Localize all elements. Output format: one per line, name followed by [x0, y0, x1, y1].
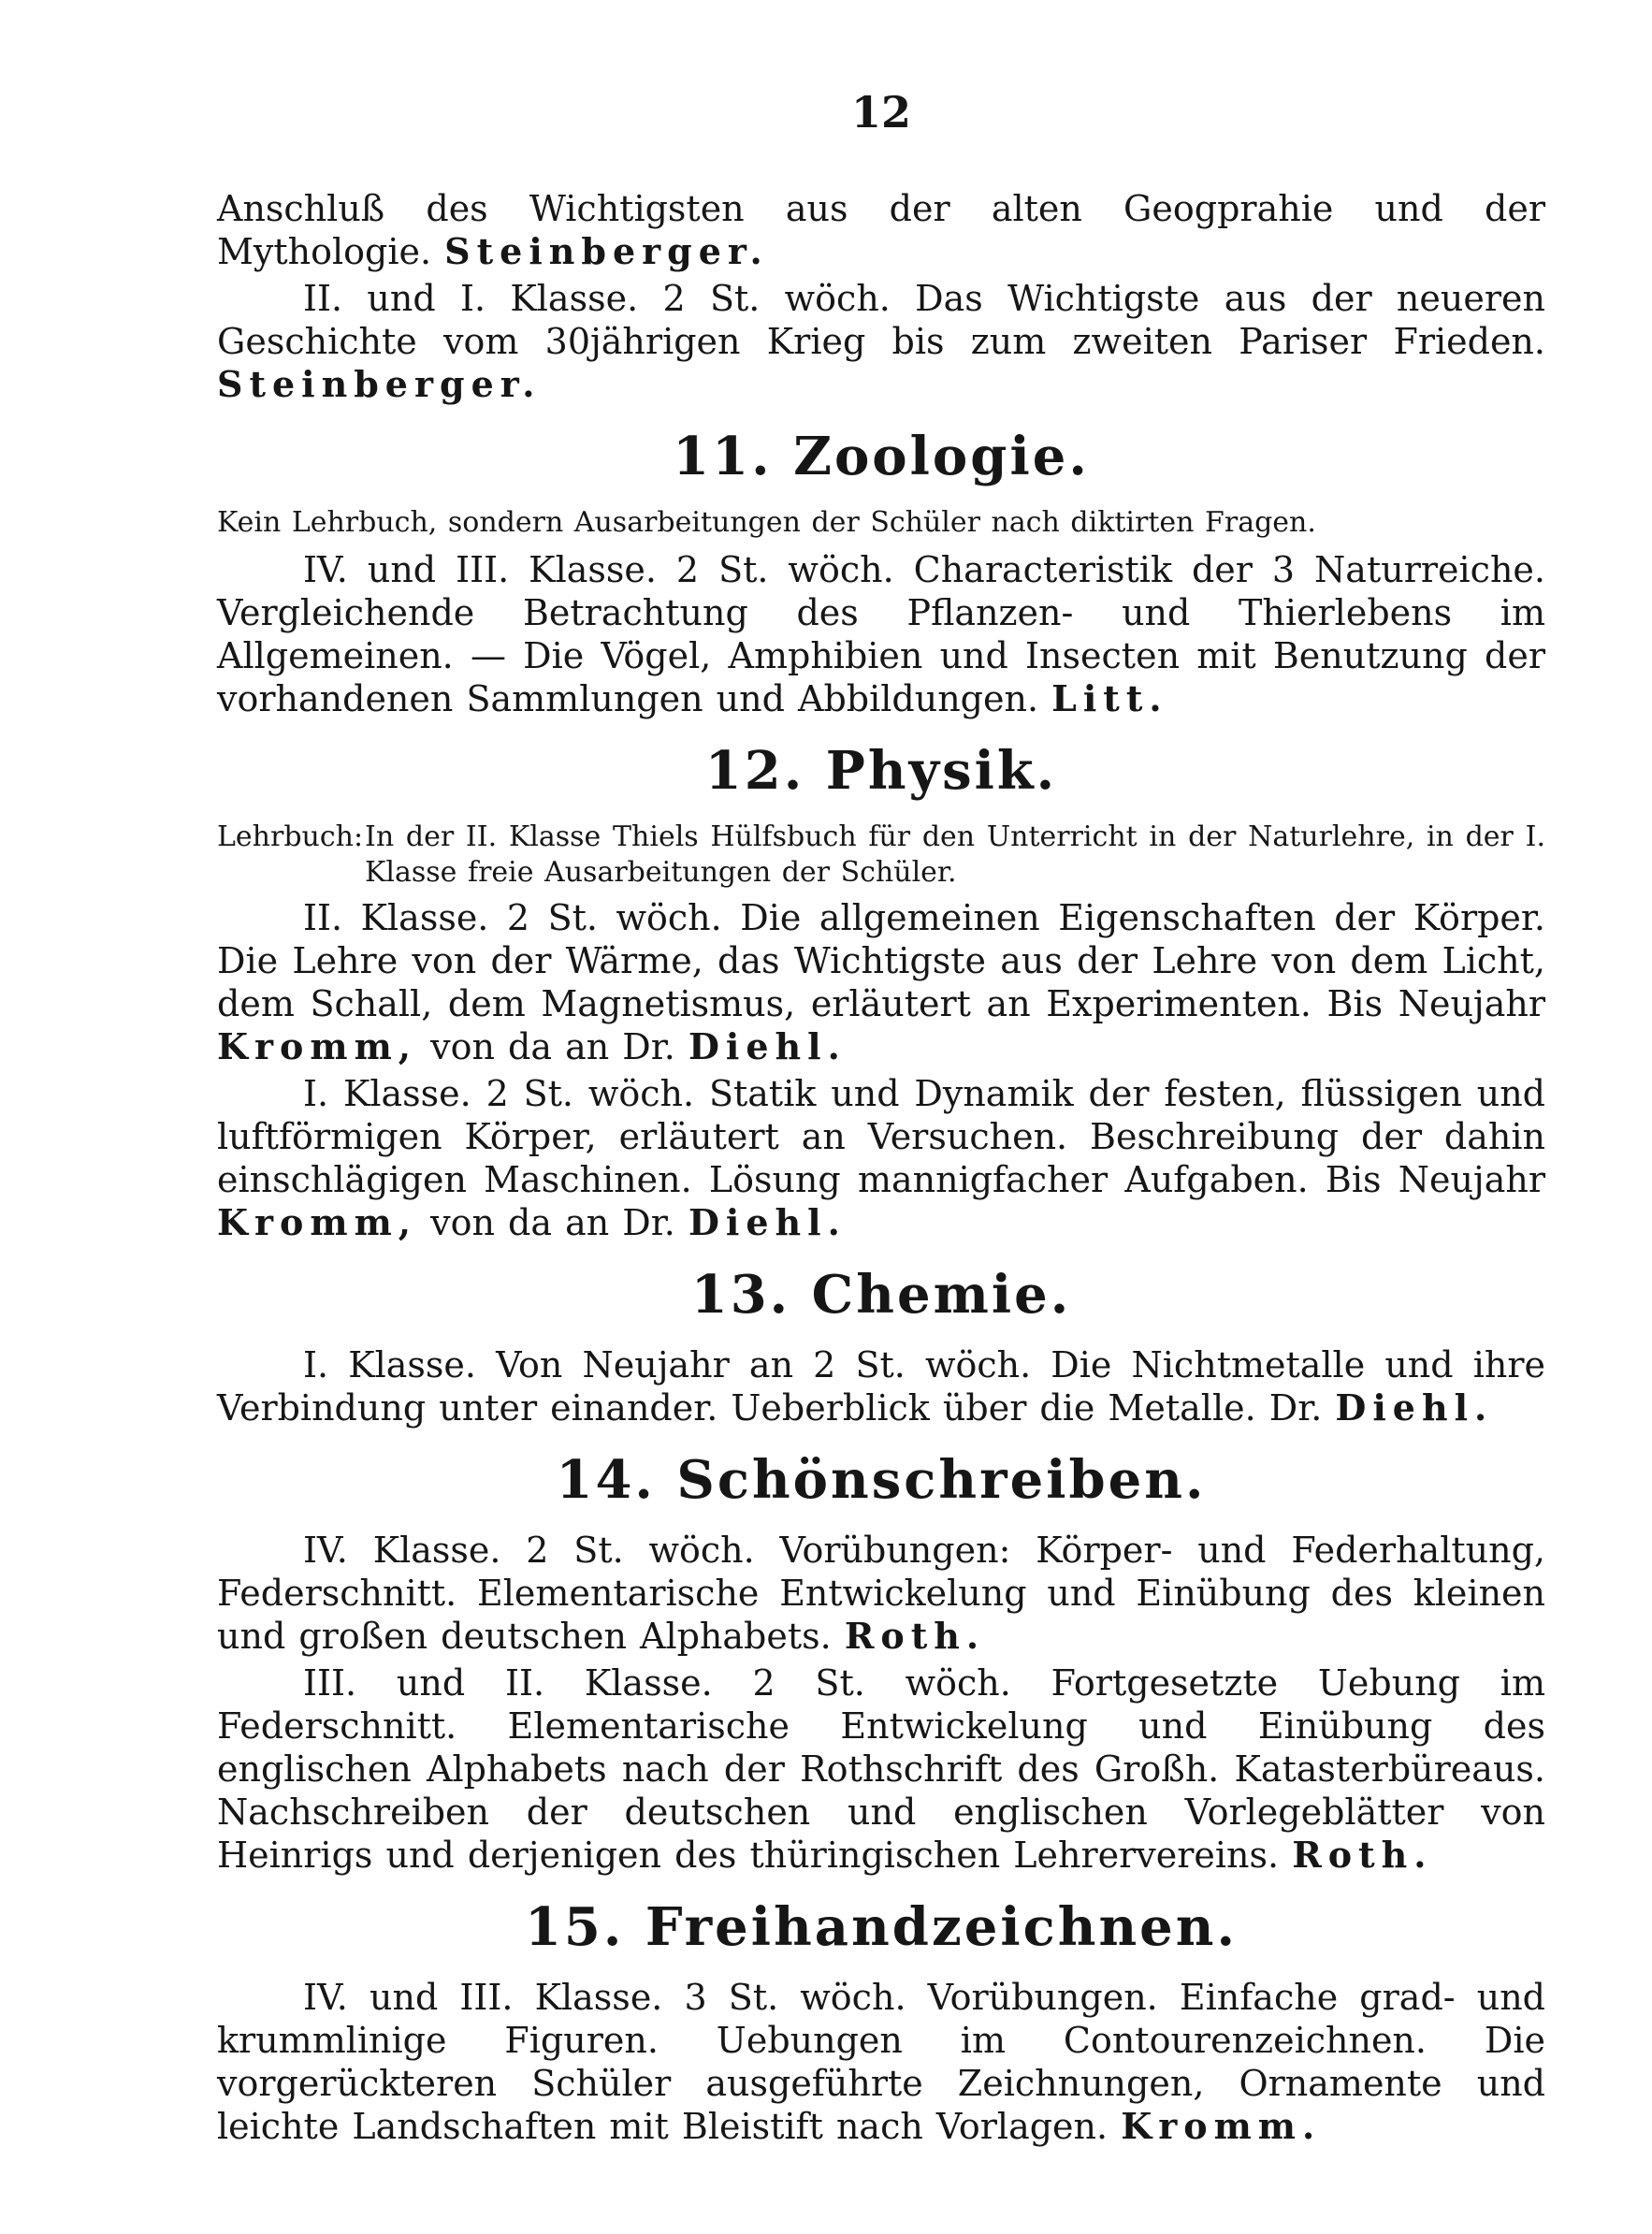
author-name: Steinberger. — [444, 230, 769, 272]
section-heading-schoenschreiben: 14. Schönschreiben. — [556, 1449, 1207, 1511]
course-text: II. Klasse. 2 St. wöch. Die allgemeinen Eigenschaften der Körper. Die Lehre von der Wärme, das Wichtigste aus der Lehre von dem Licht, dem Schall, dem Magnetismus, erläutert an Experimenten. Bis Neujahr — [217, 897, 1545, 1024]
course-paragraph — [217, 1661, 1545, 1877]
course-text: I. Klasse. Von Neujahr an 2 St. wöch. Die Nichtmetalle und ihre Verbindung unter einander. Ueberblick über die Metalle. Dr. — [217, 1344, 1545, 1429]
intro-text-2: II. und I. Klasse. 2 St. wöch. Das Wichtigste aus der neueren Geschichte vom 30jährigen Krieg bis zum zweiten Pariser Frieden. — [217, 278, 1545, 362]
textbook-note-physik — [217, 820, 1545, 891]
author-name: Kromm. — [1121, 2105, 1322, 2147]
author-name: Roth. — [1292, 1834, 1433, 1876]
section-heading-physik: 12. Physik. — [704, 740, 1058, 802]
course-text-tail: von da an Dr. — [430, 1202, 675, 1243]
author-name: Steinberger. — [217, 363, 542, 405]
textbook-note-zoologie: Kein Lehrbuch, sondern Ausarbeitungen der Schüler nach diktirten Fragen. — [217, 506, 1316, 539]
course-text-tail: von da an Dr. — [430, 1026, 675, 1067]
course-text: IV. und III. Klasse. 3 St. wöch. Vorübungen. Einfache grad- und krummlinige Figuren. Uebungen im Contourenzeichnen. Die vorgerückteren Schüler ausgeführte Zeichnungen, Ornamente und leichte Landschaften mit Bleistift nach Vorlagen. — [217, 1977, 1545, 2147]
author-name: Kromm, — [217, 1201, 418, 1243]
textbook-text: In der II. Klasse Thiels Hülfsbuch für den Unterricht in der Naturlehre, in der I. Klasse freie Ausarbeitungen der Schüler. — [365, 820, 1545, 889]
intro-text-1: Anschluß des Wichtigsten aus der alten Geogprahie und der Mythologie. — [217, 188, 1545, 272]
course-text: III. und II. Klasse. 2 St. wöch. Fortgesetzte Uebung im Federschnitt. Elementarische Entwickelung und Einübung des englischen Alphabets nach der Rothschrift des Großh. Katasterbüreaus. Nachschreiben der deutschen und englischen Vorlegeblätter von Heinrigs und derjenigen des thüringischen Lehrervereins. — [217, 1662, 1545, 1876]
course-paragraph — [217, 1529, 1545, 1658]
course-paragraph — [217, 896, 1545, 1068]
intro-paragraph-2 — [217, 277, 1545, 406]
section-heading-freihandzeichnen: 15. Freihandzeichnen. — [524, 1896, 1239, 1958]
section-heading-zoologie: 11. Zoologie. — [673, 426, 1090, 487]
course-paragraph — [217, 1343, 1545, 1429]
course-text: I. Klasse. 2 St. wöch. Statik und Dynamik der festen, flüssigen und luftförmigen Körper, erläutert an Versuchen. Beschreibung der dahin einschlägigen Maschinen. Lösung mannigfacher Aufgaben. Bis Neujahr — [217, 1073, 1545, 1200]
course-text: IV. und III. Klasse. 2 St. wöch. Characteristik der 3 Naturreiche. Vergleichende Betrachtung des Pflanzen- und Thierlebens im Allgemeinen. — Die Vögel, Amphibien und Insecten mit Benutzung der vorhandenen Sammlungen und Abbildungen. — [217, 549, 1545, 719]
author-name: Diehl. — [688, 1025, 847, 1067]
author-name: Kromm, — [217, 1025, 418, 1067]
textbook-label: Lehrbuch: — [217, 820, 364, 853]
course-paragraph — [217, 1072, 1545, 1244]
author-name: Litt. — [1051, 677, 1168, 719]
document-page — [217, 79, 1545, 2152]
author-name: Diehl. — [1335, 1386, 1494, 1429]
author-name: Roth. — [844, 1615, 986, 1657]
author-name: Diehl. — [688, 1201, 847, 1243]
course-paragraph — [217, 1976, 1545, 2148]
page-number: 12 — [850, 87, 911, 138]
section-heading-chemie: 13. Chemie. — [690, 1264, 1072, 1326]
course-text: IV. Klasse. 2 St. wöch. Vorübungen: Körper- und Federhaltung, Federschnitt. Elementarische Entwickelung und Einübung des kleinen und großen deutschen Alphabets. — [217, 1530, 1545, 1657]
intro-paragraph-1 — [217, 187, 1545, 273]
course-paragraph — [217, 548, 1545, 720]
